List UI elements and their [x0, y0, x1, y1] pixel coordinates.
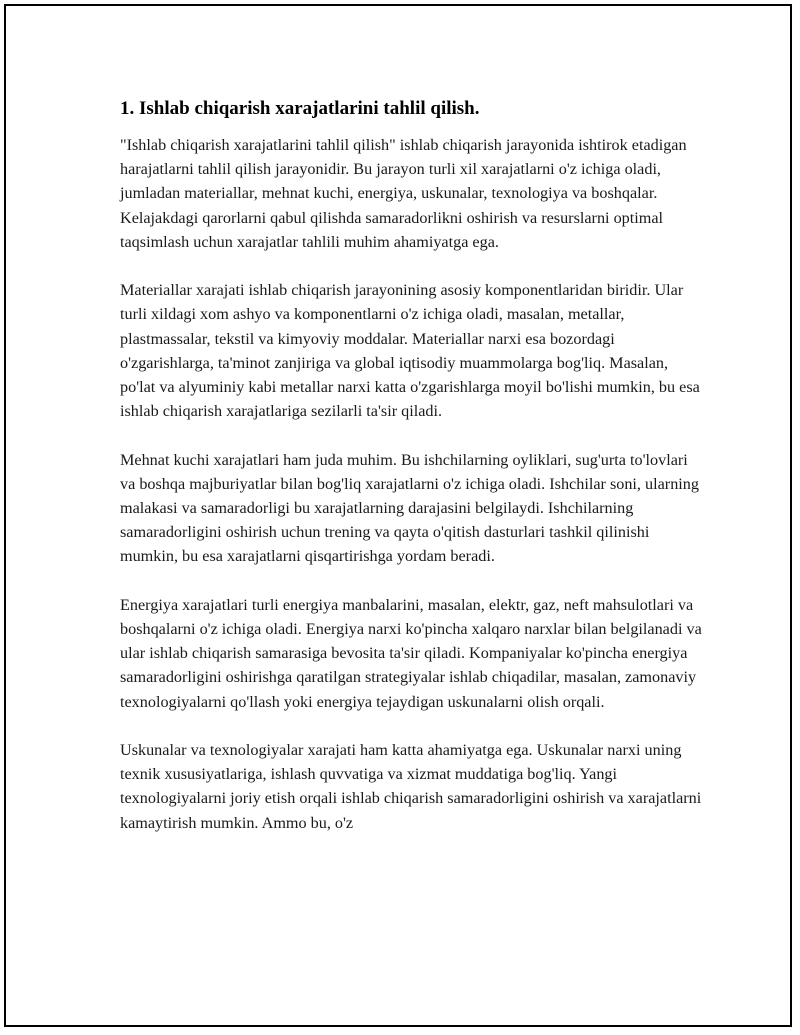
- paragraph-equipment: Uskunalar va texnologiyalar xarajati ham katta ahamiyatga ega. Uskunalar narxi uning texnik xususiyatlariga, ishlash quvvatiga va xizmat muddatiga bog'liq. Yangi texnologiyalarni joriy etish orqali ishlab chiqarish samaradorligini oshirish va xarajatlarni kamaytirish mumkin. Ammo bu, o'z: [120, 741, 702, 832]
- section-heading: 1. Ishlab chiqarish xarajatlarini tahlil qilish.: [120, 98, 480, 119]
- page-frame: [4, 4, 792, 1027]
- paragraph-labor: Mehnat kuchi xarajatlari ham juda muhim. Bu ishchilarning oyliklari, sug'urta to'lovlari va boshqa majburiyatlar bilan bog'liq xarajatlarni o'z ichiga oladi. Ishchilar soni, ularning malakasi va samaradorligi bu xarajatlarning darajasini belgilaydi. Ishchilarning samaradorligini oshirish uchun trening va qayta o'qitish dasturlari tashkil qilinishi mumkin, bu esa xarajatlarni qisqartirishga yordam beradi.: [120, 450, 699, 566]
- paragraph-energy: Energiya xarajatlari turli energiya manbalarini, masalan, elektr, gaz, neft mahsulotlari va boshqalarni o'z ichiga oladi. Energiya narxi ko'pincha xalqaro narxlar bilan belgilanadi va ular ishlab chiqarish samarasiga bevosita ta'sir qiladi. Kompaniyalar ko'pincha energiya samaradorligini oshirishga qaratilgan strategiyalar ishlab chiqadilar, masalan, zamonaviy texnologiyalarni qo'llash yoki energiya tejaydigan uskunalarni olish orqali.: [120, 595, 702, 711]
- paragraph-materials: Materiallar xarajati ishlab chiqarish jarayonining asosiy komponentlaridan biridir. Ular turli xildagi xom ashyo va komponentlarni o'z ichiga oladi, masalan, metallar, plastmassalar, tekstil va kimyoviy moddalar. Materiallar narxi esa bozordagi o'zgarishlarga, ta'minot zanjiriga va global iqtisodiy muammolarga bog'liq. Masalan, po'lat va alyuminiy kabi metallar narxi katta o'zgarishlarga moyil bo'lishi mumkin, bu esa ishlab chiqarish xarajatlariga sezilarli ta'sir qiladi.: [120, 281, 700, 421]
- document-body: [120, 97, 705, 859]
- paragraph-intro: "Ishlab chiqarish xarajatlarini tahlil qilish" ishlab chiqarish jarayonida ishtirok etadigan harajatlarni tahlil qilish jarayonidir. Bu jarayon turli xil xarajatlarni o'z ichiga oladi, jumladan materiallar, mehnat kuchi, energiya, uskunalar, texnologiya va boshqalar. Kelajakdagi qarorlarni qabul qilishda samaradorlikni oshirish va resurslarni optimal taqsimlash uchun xarajatlar tahlili muhim ahamiyatga ega.: [120, 136, 687, 251]
